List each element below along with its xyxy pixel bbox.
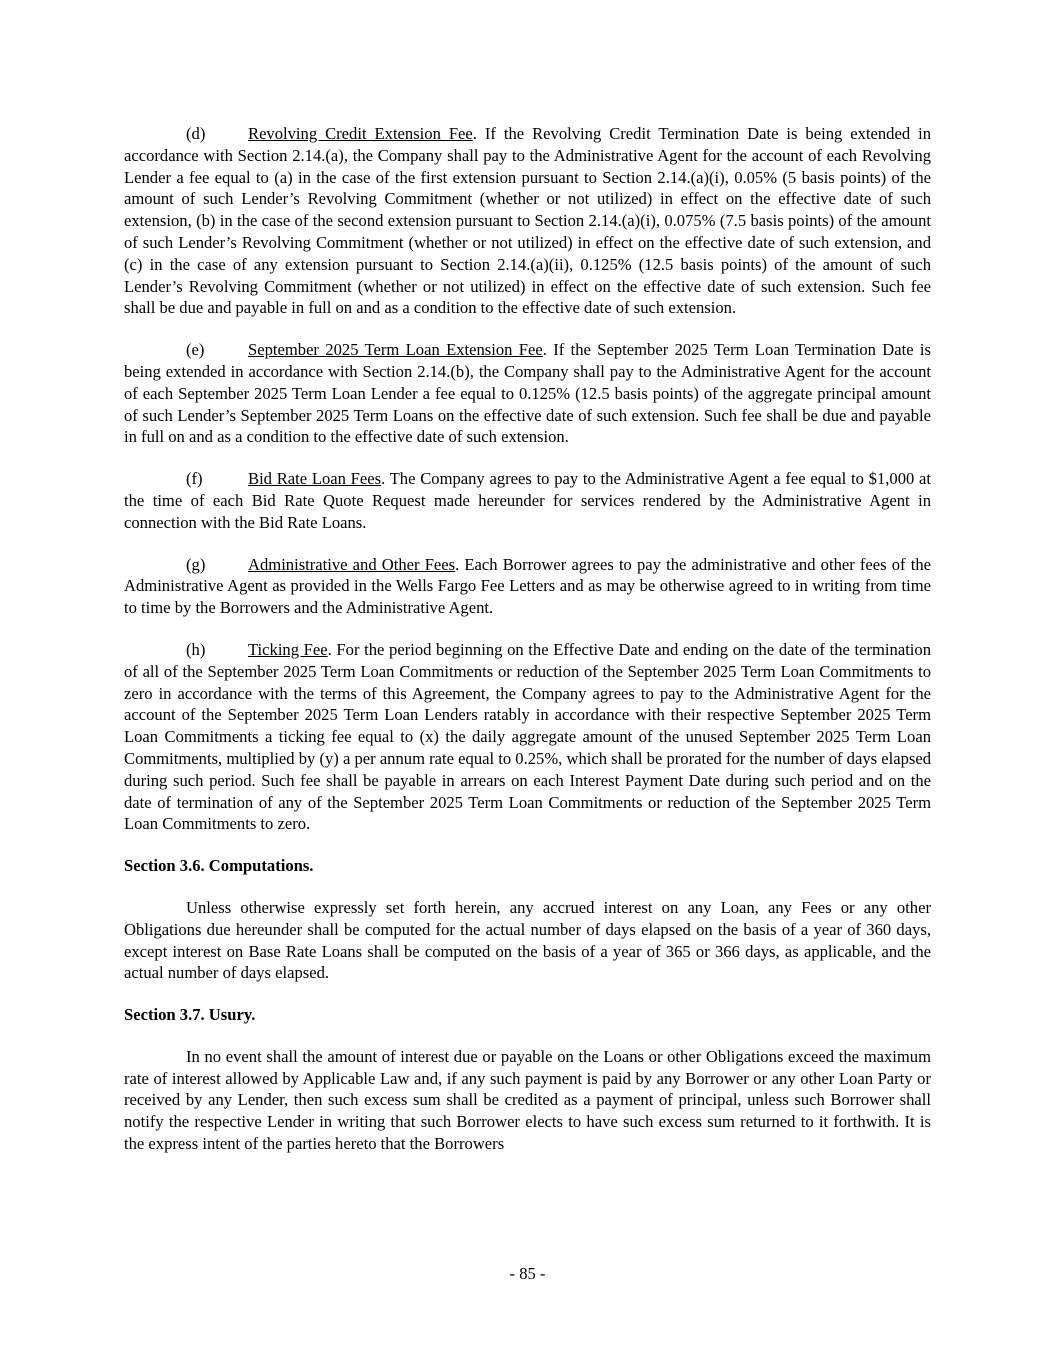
paragraph-title: September 2025 Term Loan Extension Fee <box>248 340 543 360</box>
paragraph-label: (d) <box>186 124 206 143</box>
paragraph-title: Ticking Fee <box>248 639 328 659</box>
paragraph-d <box>124 123 931 319</box>
paragraph-body: . Each Borrower agrees to pay the administrative and other fees of the Administrative Agent as provided in the Wells Fargo Fee Letters and as may be otherwise agreed to in writing from time to time by the Borrowers and the Administrative Agent. <box>124 554 931 618</box>
paragraph-title: Administrative and Other Fees <box>248 554 456 574</box>
paragraph-g <box>124 554 931 619</box>
paragraph-label: (h) <box>186 639 206 659</box>
page-number: - 85 - <box>509 1264 546 1283</box>
paragraph-e <box>124 339 931 448</box>
paragraph-title: Bid Rate Loan Fees <box>248 469 382 489</box>
paragraph-body: . The Company agrees to pay to the Administrative Agent a fee equal to $1,000 at the time of each Bid Rate Quote Request made hereunder for services rendered by the Administrative Agent in connection with the Bid Rate Loans. <box>124 469 931 532</box>
document-page <box>124 123 931 1175</box>
section-body-3-6: Unless otherwise expressly set forth herein, any accrued interest on any Loan, any Fees or any other Obligations due hereunder shall be computed for the actual number of days elapsed on the basis of a year of 360 days, except interest on Base Rate Loans shall be computed on the basis of a year of 365 or 366 days, as applicable, and the actual number of days elapsed. <box>124 897 931 983</box>
paragraph-label: (f) <box>186 469 203 489</box>
section-heading-3-6: Section 3.6. Computations. <box>124 856 314 876</box>
paragraph-body: . For the period beginning on the Effective Date and ending on the date of the termination of all of the September 2025 Term Loan Commitments or reduction of the September 2025 Term Loan Commitments to zero in accordance with the terms of this Agreement, the Company agrees to pay to the Administrative Agent for the account of the September 2025 Term Loan Lenders ratably in accordance with their respective September 2025 Term Loan Commitments a ticking fee equal to (x) the daily aggregate amount of the unused September 2025 Term Loan Commitments, multiplied by (y) a per annum rate equal to 0.25%, which shall be prorated for the number of days elapsed during such period. Such fee shall be payable in arrears on each Interest Payment Date during such period and on the date of termination of any of the September 2025 Term Loan Commitments or reduction of the September 2025 Term Loan Commitments to zero. <box>124 639 932 834</box>
paragraph-label: (g) <box>186 554 206 574</box>
paragraph-title: Revolving Credit Extension Fee <box>248 124 473 143</box>
paragraph-h <box>124 639 931 835</box>
section-heading-3-7: Section 3.7. Usury. <box>124 1005 256 1025</box>
paragraph-f <box>124 468 931 533</box>
paragraph-body: . If the September 2025 Term Loan Termination Date is being extended in accordance with Section 2.14.(b), the Company shall pay to the Administrative Agent for the account of each September 2025 Term Loan Lender a fee equal to 0.125% (12.5 basis points) of the aggregate principal amount of such Lender’s September 2025 Term Loans on the effective date of such extension. Such fee shall be due and payable in full on and as a condition to the effective date of such extension. <box>124 340 931 447</box>
section-body-3-7: In no event shall the amount of interest due or payable on the Loans or other Obligations exceed the maximum rate of interest allowed by Applicable Law and, if any such payment is paid by any Borrower or any other Loan Party or received by any Lender, then such excess sum shall be credited as a payment of principal, unless such Borrower shall notify the respective Lender in writing that such Borrower elects to have such excess sum returned to it forthwith. It is the express intent of the parties hereto that the Borrowers <box>124 1046 931 1154</box>
paragraph-body: . If the Revolving Credit Termination Date is being extended in accordance with Section 2.14.(a), the Company shall pay to the Administrative Agent for the account of each Revolving Lender a fee equal to (a) in the case of the first extension pursuant to Section 2.14.(a)(i), 0.05% (5 basis points) of the amount of such Lender’s Revolving Commitment (whether or not utilized) in effect on the effective date of such extension, (b) in the case of the second extension pursuant to Section 2.14.(a)(i), 0.075% (7.5 basis points) of the amount of such Lender’s Revolving Commitment (whether or not utilized) in effect on the effective date of such extension, and (c) in the case of any extension pursuant to Section 2.14.(a)(ii), 0.125% (12.5 basis points) of the amount of such Lender’s Revolving Commitment (whether or not utilized) in effect on the effective date of such extension. Such fee shall be due and payable in full on and as a condition to the effective date of such extension. <box>124 124 931 318</box>
paragraph-label: (e) <box>186 340 205 360</box>
